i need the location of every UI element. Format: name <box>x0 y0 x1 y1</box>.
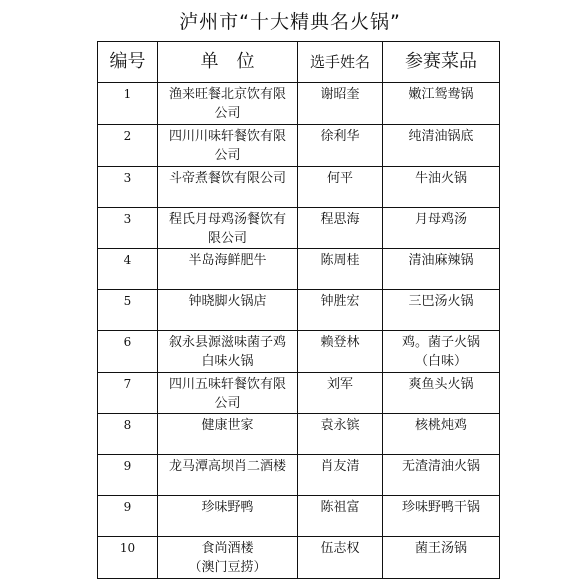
dish-line: 清油麻辣锅 <box>408 253 474 268</box>
cell-company <box>158 455 298 496</box>
cell-company <box>158 83 298 125</box>
dish-line: 无渣清油火锅 <box>401 459 480 474</box>
company-line: 健康世家 <box>201 418 254 433</box>
header-player: 选手姓名 <box>298 42 383 83</box>
cell-number: 8 <box>98 414 158 455</box>
dish-line: 纯清油锅底 <box>408 129 474 144</box>
company-line: 钟晓脚火锅店 <box>188 294 267 309</box>
cell-dish <box>383 249 500 290</box>
cell-player: 陈祖富 <box>298 496 383 537</box>
restaurant-table <box>97 41 500 579</box>
cell-dish <box>383 496 500 537</box>
cell-number: 9 <box>98 496 158 537</box>
cell-company <box>158 537 298 579</box>
company-line: 程氏月母鸡汤餐饮有 <box>168 212 286 227</box>
cell-dish <box>383 125 500 167</box>
dish-line: 三巴汤火锅 <box>408 294 474 309</box>
cell-player: 谢昭奎 <box>298 83 383 125</box>
dish-line: 月母鸡汤 <box>414 212 467 227</box>
cell-player: 徐利华 <box>298 125 383 167</box>
company-line: 珍味野鸭 <box>201 500 254 515</box>
cell-player: 刘军 <box>298 373 383 414</box>
header-company: 单 位 <box>158 42 298 83</box>
cell-company <box>158 249 298 290</box>
table-row <box>98 537 500 579</box>
cell-player: 肖友清 <box>298 455 383 496</box>
cell-number: 9 <box>98 455 158 496</box>
company-line: 斗帝煮餐饮有限公司 <box>168 171 286 186</box>
company-line: 四川川味轩餐饮有限 <box>168 129 286 144</box>
table-row <box>98 249 500 290</box>
header-dish: 参赛菜品 <box>383 42 500 83</box>
table-row <box>98 373 500 414</box>
cell-dish <box>383 414 500 455</box>
company-line: 半岛海鲜肥牛 <box>188 253 267 268</box>
cell-dish <box>383 537 500 579</box>
cell-dish <box>383 208 500 249</box>
table-row <box>98 167 500 208</box>
company-line: 公司 <box>214 396 241 411</box>
cell-company <box>158 331 298 373</box>
cell-number: 6 <box>98 331 158 373</box>
dish-line: 牛油火锅 <box>414 171 467 186</box>
cell-number: 4 <box>98 249 158 290</box>
cell-dish <box>383 167 500 208</box>
cell-dish <box>383 290 500 331</box>
company-line: 公司 <box>214 106 241 121</box>
table-row <box>98 331 500 373</box>
header-number: 编号 <box>98 42 158 83</box>
table-row <box>98 414 500 455</box>
cell-company <box>158 167 298 208</box>
company-line: 公司 <box>214 148 241 163</box>
cell-dish <box>383 331 500 373</box>
company-line: 龙马潭高坝肖二酒楼 <box>168 459 286 474</box>
dish-line: 菌王汤锅 <box>414 541 467 556</box>
dish-line: 鸡。菌子火锅 <box>401 335 480 350</box>
cell-number: 7 <box>98 373 158 414</box>
table-row <box>98 83 500 125</box>
cell-number: 3 <box>98 167 158 208</box>
cell-number: 2 <box>98 125 158 167</box>
company-line: 白味火锅 <box>201 354 254 369</box>
table-row <box>98 290 500 331</box>
cell-company <box>158 414 298 455</box>
page-title: 泸州市“十大精典名火锅” <box>179 11 401 33</box>
dish-line: 核桃炖鸡 <box>414 418 467 433</box>
company-line: 渔来旺餐北京饮有限 <box>168 87 286 102</box>
cell-player: 钟胜宏 <box>298 290 383 331</box>
cell-company <box>158 290 298 331</box>
table-row <box>98 208 500 249</box>
cell-player: 袁永镔 <box>298 414 383 455</box>
company-line: 限公司 <box>207 231 247 246</box>
table-row <box>98 455 500 496</box>
company-line: 四川五味轩餐饮有限 <box>168 377 286 392</box>
company-line: 食尚酒楼 <box>201 541 254 556</box>
cell-company <box>158 373 298 414</box>
cell-player: 赖登林 <box>298 331 383 373</box>
table-row <box>98 125 500 167</box>
table-header-row <box>98 42 500 83</box>
company-line: 叙永县源滋味菌子鸡 <box>168 335 286 350</box>
cell-number: 3 <box>98 208 158 249</box>
cell-player: 程思海 <box>298 208 383 249</box>
cell-number: 1 <box>98 83 158 125</box>
cell-number: 5 <box>98 290 158 331</box>
cell-dish <box>383 83 500 125</box>
cell-number: 10 <box>98 537 158 579</box>
dish-line: （白味） <box>414 354 467 369</box>
cell-dish <box>383 373 500 414</box>
cell-dish <box>383 455 500 496</box>
cell-player: 伍志权 <box>298 537 383 579</box>
cell-player: 何平 <box>298 167 383 208</box>
cell-company <box>158 496 298 537</box>
cell-company <box>158 125 298 167</box>
dish-line: 嫩江鸳鸯锅 <box>408 87 474 102</box>
cell-player: 陈周桂 <box>298 249 383 290</box>
dish-line: 珍味野鸭干锅 <box>401 500 480 515</box>
cell-company <box>158 208 298 249</box>
table-body <box>98 83 500 579</box>
table-row <box>98 496 500 537</box>
dish-line: 爽鱼头火锅 <box>408 377 474 392</box>
company-line: （澳门豆捞） <box>188 560 267 575</box>
